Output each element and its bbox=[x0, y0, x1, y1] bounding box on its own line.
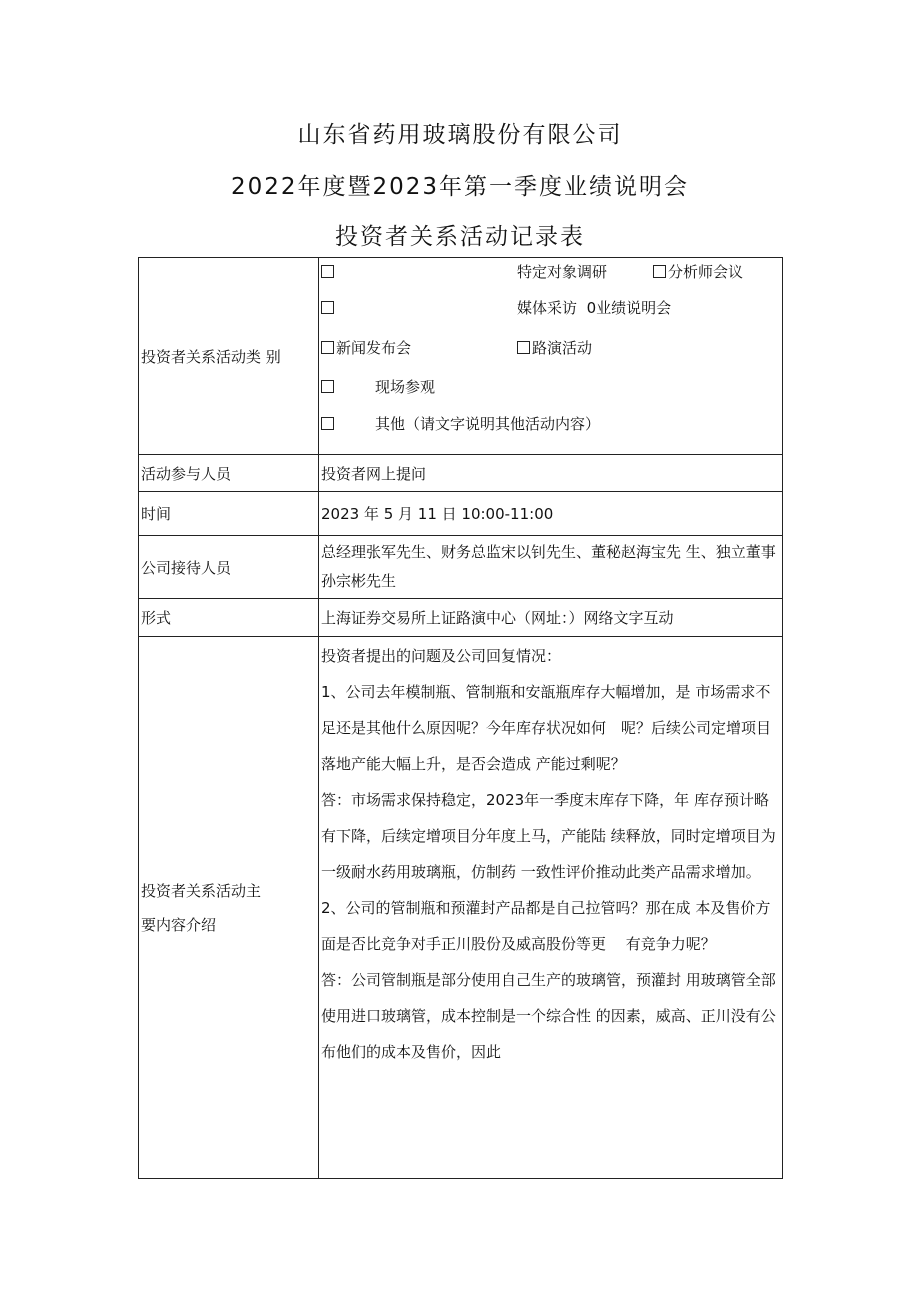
category-line-1 bbox=[319, 258, 782, 288]
row-main-content bbox=[139, 637, 783, 1179]
media-checkbox[interactable] bbox=[321, 301, 334, 314]
category-line-5 bbox=[319, 406, 782, 444]
qa-intro: 投资者提出的问题及公司回复情况： bbox=[321, 647, 562, 665]
category-line-3 bbox=[319, 328, 782, 368]
activity-record-table bbox=[138, 257, 783, 1179]
participants-value: 投资者网上提问 bbox=[319, 455, 783, 492]
site-visit-checkbox[interactable] bbox=[321, 380, 334, 393]
row-participants bbox=[139, 455, 783, 492]
row-format bbox=[139, 599, 783, 637]
format-label: 形式 bbox=[139, 599, 319, 637]
results-label: 业绩说明会 bbox=[596, 299, 672, 317]
time-label: 时间 bbox=[139, 492, 319, 536]
other-label: 其他（请文字说明其他活动内容） bbox=[375, 415, 601, 433]
category-label: 投资者关系活动类 别 bbox=[139, 258, 319, 455]
content-label bbox=[139, 637, 319, 1179]
category-line-4 bbox=[319, 368, 782, 406]
company-title: 山东省药用玻璃股份有限公司 bbox=[297, 122, 623, 148]
question-1: 1、公司去年模制瓶、管制瓶和安瓿瓶库存大幅增加，是 市场需求不足还是其他什么原因呢？今年库存状况如何 呢？后续公司定增项目落地产能大幅上升，是否会造成 产能过剩呢？ bbox=[321, 683, 772, 773]
roadshow-label: 路演活动 bbox=[532, 339, 593, 357]
row-time bbox=[139, 492, 783, 536]
category-line-2 bbox=[319, 288, 782, 328]
site-visit-label: 现场参观 bbox=[375, 378, 436, 396]
reception-label: 公司接待人员 bbox=[139, 536, 319, 599]
specific-checkbox[interactable] bbox=[321, 265, 334, 278]
analyst-label: 分析师会议 bbox=[668, 263, 744, 281]
format-value: 上海证券交易所上证路演中心（网址：）网络文字互动 bbox=[319, 599, 783, 637]
category-options bbox=[319, 258, 783, 455]
content-label-line-2: 要内容介绍 bbox=[141, 915, 217, 934]
roadshow-checkbox[interactable] bbox=[517, 341, 530, 354]
document-title: 投资者关系活动记录表 bbox=[335, 224, 585, 250]
news-label: 新闻发布会 bbox=[336, 339, 412, 357]
specific-label: 特定对象调研 bbox=[517, 263, 608, 281]
answer-2: 答：公司管制瓶是部分使用自己生产的玻璃管，预灌封 用玻璃管全部使用进口玻璃管，成本控制是一个综合性 的因素，威高、正川没有公布他们的成本及售价，因此 bbox=[321, 971, 776, 1061]
question-2: 2、公司的管制瓶和预灌封产品都是自己拉管吗？那在成 本及售价方面是否比竞争对手正川股份及威高股份等更 有竞争力呢？ bbox=[321, 899, 771, 953]
other-checkbox[interactable] bbox=[321, 417, 334, 430]
row-reception bbox=[139, 536, 783, 599]
content-body bbox=[319, 637, 783, 1179]
row-activity-category bbox=[139, 258, 783, 455]
results-mark: 0 bbox=[586, 299, 597, 317]
content-label-line-1: 投资者关系活动主 bbox=[141, 881, 262, 900]
media-label: 媒体采访 bbox=[517, 299, 578, 317]
answer-1: 答：市场需求保持稳定，2023年一季度末库存下降，年 库存预计略有下降，后续定增项目分年度上马，产能陆 续释放，同时定增项目为一级耐水药用玻璃瓶，仿制药 一致性评价推动此类产品需求增加。 bbox=[321, 791, 776, 881]
reception-value: 总经理张军先生、财务总监宋以钊先生、董秘赵海宝先 生、独立董事孙宗彬先生 bbox=[319, 536, 783, 599]
time-value: 2023 年 5 月 11 日 10:00-11:00 bbox=[319, 492, 783, 536]
news-checkbox[interactable] bbox=[321, 341, 334, 354]
analyst-checkbox[interactable] bbox=[653, 265, 666, 278]
event-title: 2022年度暨2023年第一季度业绩说明会 bbox=[230, 174, 690, 200]
participants-label: 活动参与人员 bbox=[139, 455, 319, 492]
